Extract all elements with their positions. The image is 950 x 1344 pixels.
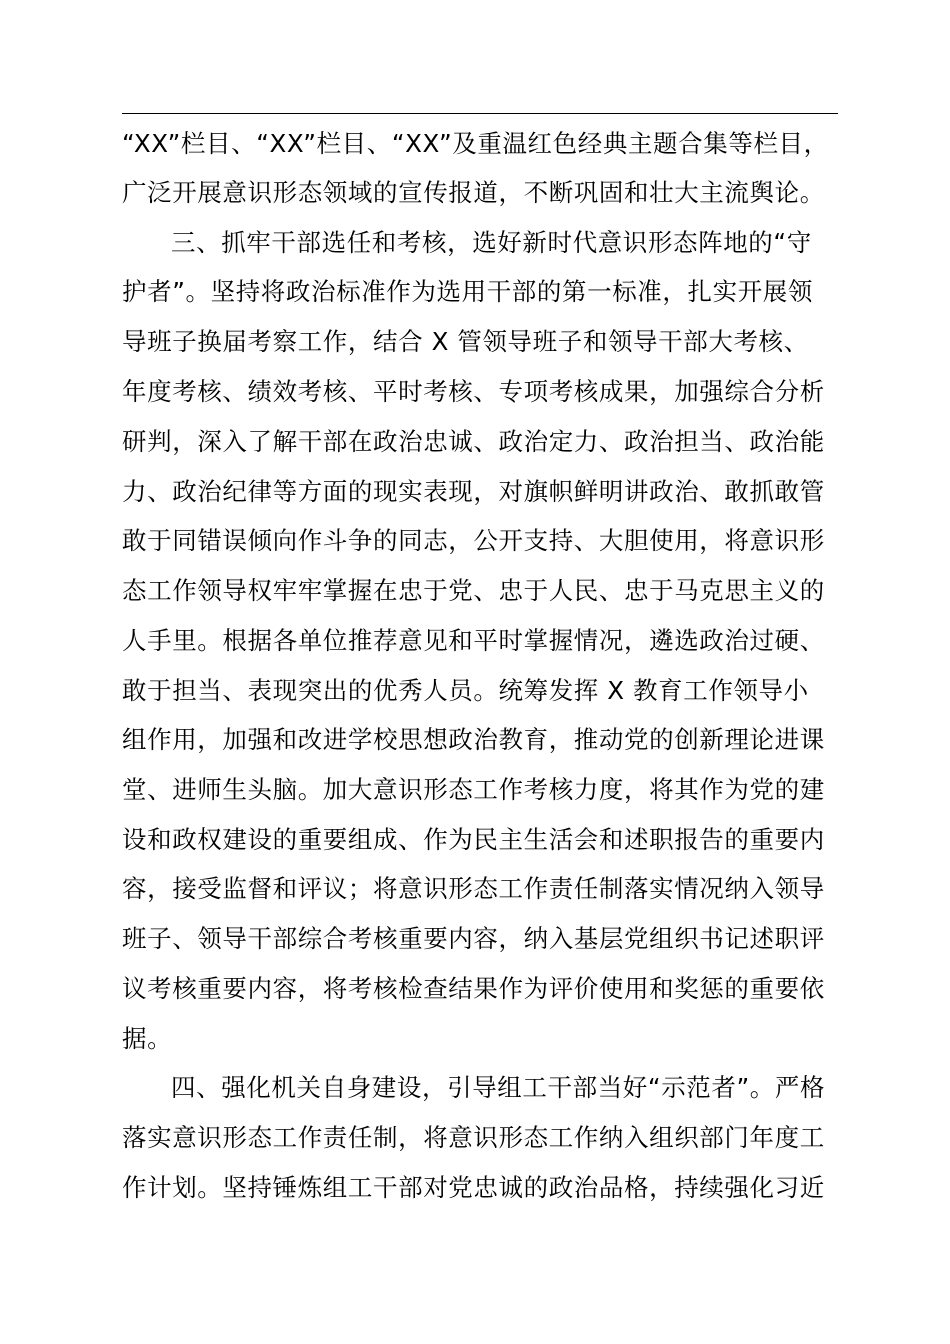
paragraph-heading-line: 四、强化机关自身建设，引导组工干部当好“示范者”。严格 (171, 1073, 826, 1102)
text-line: 敢于同错误倾向作斗争的同志，公开支持、大胆使用，将意识形 (122, 526, 825, 555)
text-line: 研判，深入了解干部在政治忠诚、政治定力、政治担当、政治能 (122, 427, 825, 456)
paragraph-heading-line: 三、抓牢干部选任和考核，选好新时代意识形态阵地的“守 (171, 228, 812, 257)
text-line: 议考核重要内容，将考核检查结果作为评价使用和奖惩的重要依 (122, 974, 825, 1003)
header-rule (122, 113, 838, 114)
text-line: 容，接受监督和评议；将意识形态工作责任制落实情况纳入领导 (122, 874, 825, 903)
text-line: 护者”。坚持将政治标准作为选用干部的第一标准，扎实开展领 (122, 277, 813, 306)
text-line: “XX”栏目、“XX”栏目、“XX”及重温红色经典主题合集等栏目， (122, 129, 829, 158)
text-line: 力、政治纪律等方面的现实表现，对旗帜鲜明讲政治、敢抓敢管 (122, 477, 825, 506)
text-line: 落实意识形态工作责任制，将意识形态工作纳入组织部门年度工 (122, 1123, 825, 1152)
text-line: 作计划。坚持锤炼组工干部对党忠诚的政治品格，持续强化习近 (122, 1173, 825, 1202)
text-line: 设和政权建设的重要组成、作为民主生活会和述职报告的重要内 (122, 825, 825, 854)
text-line: 敢于担当、表现突出的优秀人员。统筹发挥 X 教育工作领导小 (122, 676, 809, 705)
text-line: 广泛开展意识形态领域的宣传报道，不断巩固和壮大主流舆论。 (122, 178, 825, 207)
text-line: 据。 (122, 1024, 173, 1053)
text-line: 人手里。根据各单位推荐意见和平时掌握情况，遴选政治过硬、 (122, 626, 825, 655)
text-line: 年度考核、绩效考核、平时考核、专项考核成果，加强综合分析 (122, 377, 825, 406)
text-line: 班子、领导干部综合考核重要内容，纳入基层党组织书记述职评 (122, 924, 825, 953)
text-line: 组作用，加强和改进学校思想政治教育，推动党的创新理论进课 (122, 725, 825, 754)
text-line: 态工作领导权牢牢掌握在忠于党、忠于人民、忠于马克思主义的 (122, 576, 825, 605)
text-line: 导班子换届考察工作，结合 X 管领导班子和领导干部大考核、 (122, 327, 809, 356)
text-line: 堂、进师生头脑。加大意识形态工作考核力度，将其作为党的建 (122, 775, 825, 804)
